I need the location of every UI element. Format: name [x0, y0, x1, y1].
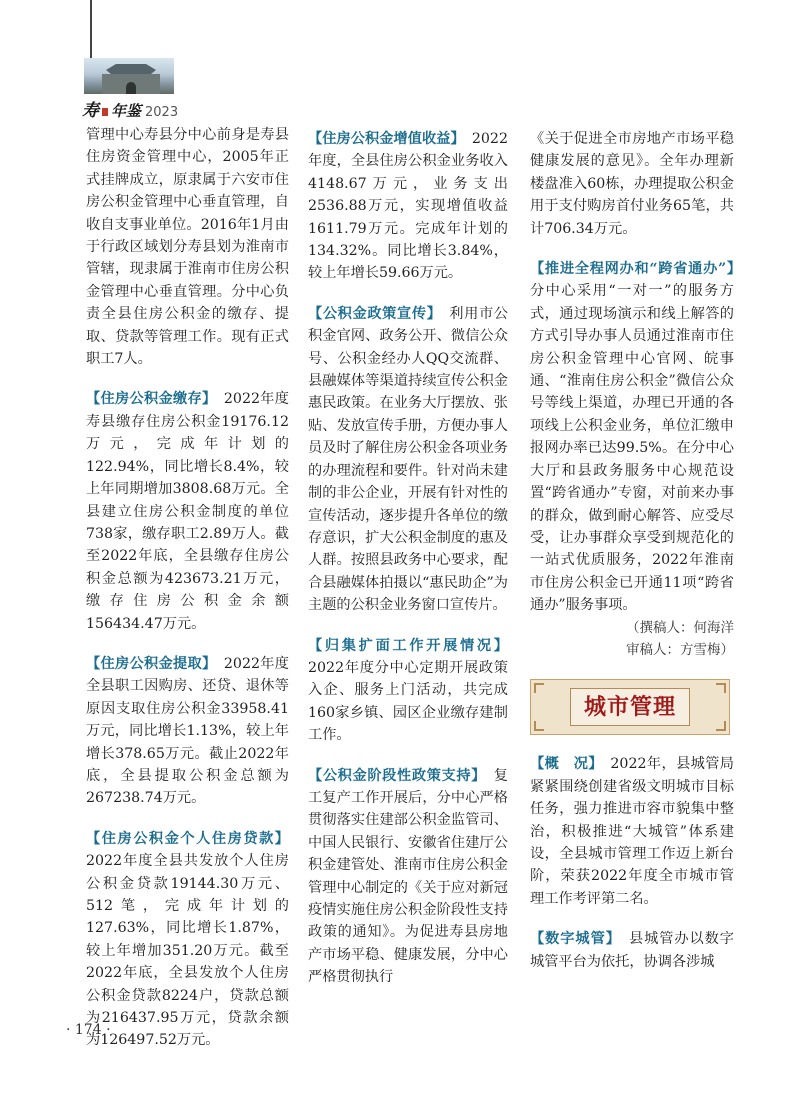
section-deposit [86, 388, 289, 634]
city-gate-shape [126, 82, 136, 94]
reviewer-credit: 审稿人：方雪梅） [626, 641, 734, 658]
section-loans [86, 828, 289, 1052]
header-vertical-rule [90, 0, 92, 58]
section-withdrawal [86, 653, 289, 810]
section-returns [308, 128, 508, 285]
section-heading: 【归集扩面工作开展情况】 [308, 637, 508, 654]
corner-ornament [534, 683, 544, 693]
section-phased-policy [308, 765, 508, 989]
section-body: 利用市公积金官网、政务公开、微信公众号、公积金经办人QQ交流群、县融媒体等渠道持续宣传公积金惠民政策。在业务大厅摆放、张贴、发放宣传手册，方便办事人员及时了解住房公积金各项业务的办理流程和要件。针对尚未建制的非公企业，开展有针对性的宣传活动，逐步提升各单位的缴存意识，扩大公积金制度的惠及人群。按照县政务中心要求，配合县融媒体拍摄以“惠民助企”为主题的公积金业务窗口宣传片。 [308, 305, 508, 614]
section-heading: 【数字城管】 [530, 931, 614, 948]
section-heading: 【住房公积金增值收益】 [308, 131, 458, 147]
section-overview [530, 753, 734, 910]
section-heading: 【住房公积金个人住房贷款】 [86, 830, 289, 847]
intro-paragraph: 管理中心寿县分中心前身是寿县住房资金管理中心，2005年正式挂牌成立，原隶属于六安市住房公积金管理中心垂直管理，自收自支事业单位。2016年1月由于行政区域划分寿县划为淮南市管辖，现隶属于淮南市住房公积金管理中心垂直管理。分中心负责全县住房公积金的缴存、提取、贷款等管理工作。现有正式职工7人。 [86, 127, 289, 368]
section-publicity [308, 303, 508, 617]
header-landmark-image [84, 58, 174, 94]
brand-char: 寿 [82, 101, 99, 121]
column-2 [308, 128, 508, 989]
section-heading: 【住房公积金缴存】 [86, 391, 210, 408]
section-body: 2022年度，全县住房公积金业务收入4148.67万元，业务支出2536.88万元，实现增值收益1611.79万元。完成年计划的134.32%。同比增长3.84%，较上年增长59.66万元。 [308, 131, 508, 282]
section-online-service [530, 258, 734, 617]
section-body: 分中心采用“一对一”的服务方式，通过现场演示和线上解答的方式引导办事人员通过淮南市住房公积金管理中心官网、皖事通、“淮南住房公积金”微信公众号等线上渠道，办理已开通的各项线上公积金业务，单位汇缴申报网办率已达99.5%。在分中心大厅和县政务服务中心规范设置“跨省通办”专窗，对前来办事的群众，做到耐心解答、应受尽受，让办事群众享受到规范化的一站式优质服务，2022年淮南市住房公积金已开通11项“跨省通办”服务事项。 [530, 283, 734, 614]
corner-ornament [716, 683, 726, 693]
brand-seal-icon [102, 108, 108, 116]
corner-ornament [534, 721, 544, 731]
section-body: 2022年度全县职工因购房、还贷、退休等原因支取住房公积金33958.41万元，同比增长1.13%，较上年增长378.65万元。截止2022年底，全县提取公积金总额为267238.74万元。 [86, 655, 289, 807]
column-1 [86, 124, 289, 1052]
column-3 [530, 128, 734, 973]
section-body: 复工复产工作开展后，分中心严格贯彻落实住建部公积金监管司、中国人民银行、安徽省住建厅公积金建管处、淮南市住房公积金管理中心制定的《关于应对新冠疫情实施住房公积金阶段性支持政策的通知》。为促进寿县房地产市场平稳、健康发展，分中心严格贯彻执行 [308, 767, 508, 986]
section-body: 县城管办以数字城管平台为依托，协调各涉城 [530, 931, 734, 970]
section-heading: 【公积金阶段性政策支持】 [308, 767, 479, 784]
brand-title: 年鉴 [111, 102, 142, 120]
section-heading: 【公积金政策宣传】 [308, 305, 435, 322]
section-expansion [308, 635, 508, 747]
section-body: 2022年度分中心定期开展政策入企、服务上门活动，共完成160家乡镇、园区企业缴存建制工作。 [308, 659, 508, 744]
section-body: 2022年度全县共发放个人住房公积金贷款19144.30万元、512笔，完成年计划的127.63%，同比增长1.87%，较上年增加351.20万元。截至2022年底，全县发放个人住房公积金贷款8224户，贷款总额为216437.95万元，贷款余额为126497.52万元。 [86, 853, 289, 1049]
section-body: 2022年度寿县缴存住房公积金19176.12万元，完成年计划的122.94%，同比增长8.4%，较上年同期增加3808.68万元。全县建立住房公积金制度的单位738家，缴存职工2.89万人。截至2022年底，全县缴存住房公积金总额为423673.21万元，缴存住房公积金余额156434.47万元。 [86, 391, 289, 632]
section-heading: 【推进全程网办和“跨省通办”】 [530, 261, 734, 278]
section-body: 2022年，县城管局紧紧围绕创建省级文明城市目标任务，强力推进市容市貌集中整治，积极推进“大城管”体系建设，全县城市管理工作迈上新台阶，荣获2022年度全市城市管理工作考评第二名。 [530, 756, 734, 907]
tower-roof-shape [106, 64, 156, 74]
section-digital-city [530, 928, 734, 973]
continued-paragraph: 《关于促进全市房地产市场平稳健康发展的意见》。全年办理新楼盘准入60栋，办理提取公积金用于支付购房首付业务65笔，共计706.34万元。 [530, 131, 734, 237]
yearbook-brand [82, 96, 178, 120]
section-heading: 【住房公积金提取】 [86, 655, 210, 672]
banner-plate [570, 688, 690, 726]
page-number: · 174 · [66, 1022, 111, 1038]
brand-year: 2023 [145, 105, 179, 120]
chapter-banner [530, 679, 730, 735]
section-heading: 【概 况】 [530, 756, 596, 773]
author-credit: （撰稿人：何海洋 [626, 619, 734, 636]
corner-ornament [716, 721, 726, 731]
chapter-title: 城市管理 [583, 694, 676, 721]
